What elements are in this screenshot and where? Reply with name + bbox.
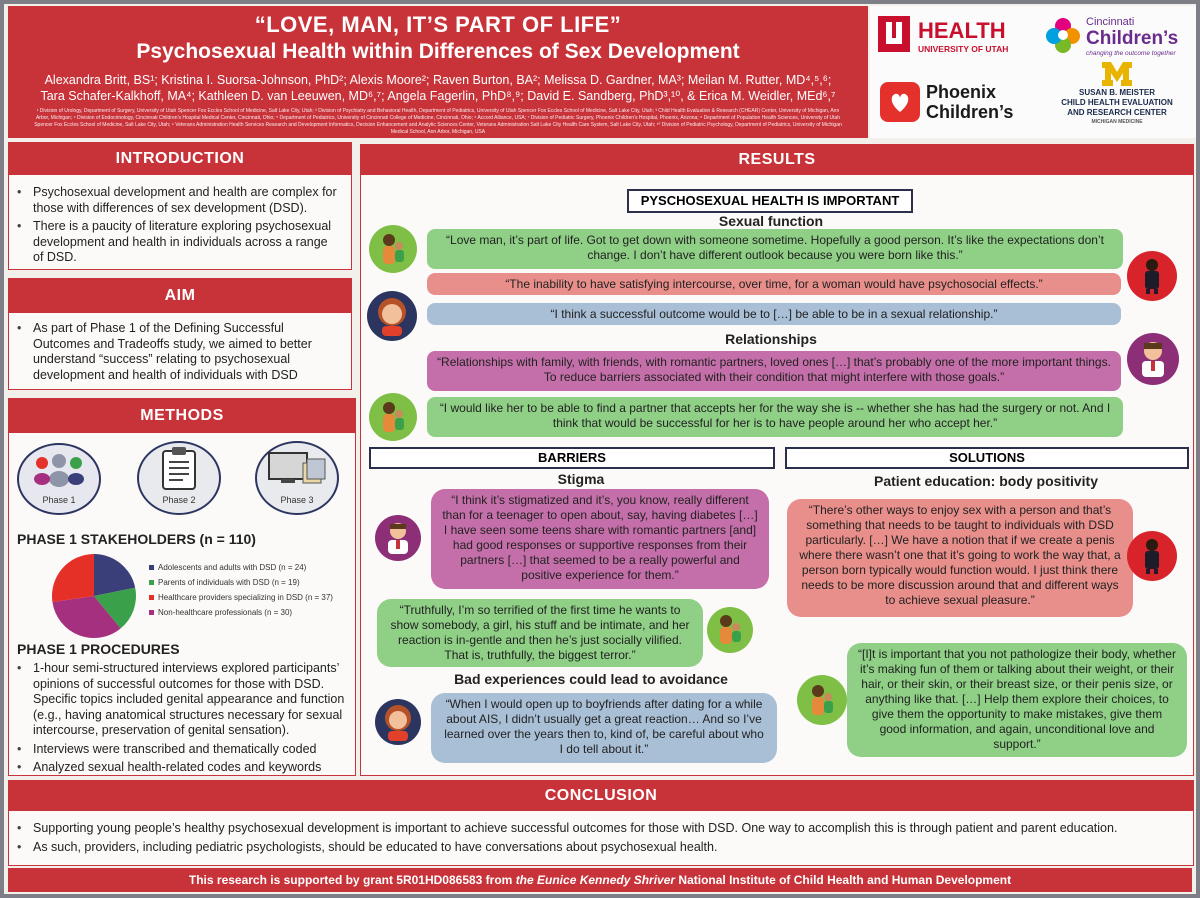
avatar-mother-child [797,675,847,725]
aim-section [8,278,352,390]
list-item: • As part of Phase 1 of the Defining Successful Outcomes and Tradeoffs study, we aimed to better understand “success” relating to psychosexual development and health of individuals with DSD [9,321,337,383]
relationships-heading: Relationships [725,331,817,347]
legend-label: Adolescents and adults with DSD (n = 24) [158,563,307,572]
stakeholders-pie-chart [49,551,139,641]
michigan-m-icon [1102,60,1132,86]
list-item: • Psychosexual development and health are complex for those with differences of sex development (DSD). [9,185,337,216]
quote-solution-1: “There’s other ways to enjoy sex with a person and that’s something that needs to be taught to individuals with DSD particularly. […] We have a notion that if we create a penis where there wasn’t one that it’s going to work the way that, a person born typically would function would. I just think there needs to be more discussion around that and different ways to achieve sexual pleasure.” [787,499,1133,617]
businesswoman-icon [1140,258,1164,294]
phoenix-text-1: Phoenix [926,82,997,102]
aim-list [9,321,337,383]
introduction-section [8,142,352,270]
legend-label: Parents of individuals with DSD (n = 19) [158,578,300,587]
important-heading: PYSCHOSEXUAL HEALTH IS IMPORTANT [627,189,913,213]
introduction-heading: INTRODUCTION [9,143,351,175]
poster-subtitle: Psychosexual Health within Differences of Sex Development [136,40,740,63]
results-section [360,144,1194,776]
aim-heading: AIM [9,279,351,313]
doctor-icon [383,520,413,556]
footer-text-c: National Institute of Child Health and Human Development [675,873,1012,887]
businesswoman-icon [1140,538,1164,574]
quote-sexual-function-1: “Love man, it’s part of life. Got to get down with someone sometime. Hopefully a good person. It’s like the expectations don’t change. I don’t have different outlook because you were born like this.” [427,229,1123,269]
cincinnati-childrens-logo [1044,12,1194,58]
avatar-mother-child [369,393,417,441]
legend-swatch [149,580,154,585]
young-woman-icon [374,296,410,336]
quote-sexual-function-3: “I think a successful outcome would be to […] be able to be in a sexual relationship.” [427,303,1121,325]
footer-text-a: This research is supported by grant 5R01HD086583 from [188,873,516,887]
quote-relationships-1: “Relationships with family, with friends, with romantic partners, loved ones […] that’s probably one of the more important things. To reduce barriers associated with their condition that might interfere with those goals.” [427,351,1121,391]
sexual-function-heading: Sexual function [718,213,824,229]
procedures-list [9,661,345,779]
footer-text-b: the Eunice Kennedy Shriver [515,873,676,887]
mother-child-icon [378,400,408,434]
legend-label: Healthcare providers specializing in DSD (n = 37) [158,593,333,602]
mother-child-icon [378,232,408,266]
utah-health-logo [876,14,1026,58]
results-heading: RESULTS [361,145,1193,175]
legend-item [149,578,333,587]
avatar-doctor [1127,333,1179,385]
phase-3-icon [255,441,339,515]
pie-slice [52,554,94,602]
phase-1-icon [17,443,101,515]
michigan-text-3: AND RESEARCH CENTER [1067,108,1167,117]
cincinnati-small-text: Cincinnati [1086,16,1135,28]
bad-experiences-heading: Bad experiences could lead to avoidance [454,671,728,687]
poster-title: “LOVE, MAN, IT’S PART OF LIFE” [254,12,622,37]
barriers-heading: BARRIERS [369,447,775,469]
michigan-text-4: MICHIGAN MEDICINE [1091,119,1143,125]
quote-solution-2: “[I]t is important that you not pathologize their body, whether it’s making fun of them or talking about their weight, or their hair, or their skin, or their breast size, or their penis size, or anything like that. […] Help them explore their choices, to give them the opportunity to make mistakes, give them good information, and again, unconditional love and support.” [847,643,1187,757]
authors [28,72,848,104]
phase-3-label: Phase 3 [280,495,314,505]
michigan-text-1: SUSAN B. MEISTER [1078,88,1155,97]
methods-heading: METHODS [9,399,355,433]
avatar-provider-woman [1127,531,1177,581]
list-item: • 1-hour semi-structured interviews explored participants’ opinions of successful outcomes for those with DSD. Specific topics included genital appearance and function (e.g., having anatomical structures necessary for sexual intercourse, preservation of genital sensation). [9,661,345,739]
cincinnati-main-text: Children’s [1086,28,1179,49]
mother-child-icon [807,683,837,717]
list-item: • Analyzed sexual health-related codes and keywords [9,760,345,776]
utah-u-icon [876,14,912,54]
utah-health-text: HEALTH [918,18,1006,43]
conclusion-section [8,780,1194,866]
utah-university-text: UNIVERSITY OF UTAH [918,44,1009,54]
legend-swatch [149,610,154,615]
quote-stigma-1: “I think it’s stigmatized and it’s, you know, really different than for a teenager to open about, say, having diabetes […] I have seen some teens share with romantic partners [and] had good responses or supportive responses from their partners […] that seemed to be a really powerful and positive experience for them.” [431,489,769,589]
pie-legend [149,563,333,623]
avatar-mother-child [369,225,417,273]
avatar-doctor [375,515,421,561]
conclusion-heading: CONCLUSION [9,781,1193,811]
legend-item [149,563,333,572]
michigan-text-2: CHILD HEALTH EVALUATION [1061,98,1173,107]
patient-education-heading: Patient education: body positivity [873,473,1099,489]
stakeholders-heading: PHASE 1 STAKEHOLDERS (n = 110) [17,531,256,547]
methods-section [8,398,356,776]
legend-swatch [149,565,154,570]
poster-header [8,6,868,138]
quote-sexual-function-2: “The inability to have satisfying intercourse, over time, for a woman would have psychosocial effects.” [427,273,1121,295]
phoenix-text-2: Children’s [926,102,1014,122]
funding-footer [8,868,1192,892]
avatar-mother-child [707,607,753,653]
cincinnati-flower-icon [1044,16,1082,54]
phoenix-childrens-logo [880,78,1030,128]
quote-bad-experience: “When I would open up to boyfriends after dating for a while about AIS, I didn’t usually get a great reaction… And so I’ve learned over the years then to, kind of, be careful about who I do tell about it.” [431,693,777,763]
phase-1-label: Phase 1 [42,495,76,505]
affiliations: ¹ Division of Urology, Department of Surgery, University of Utah Spencer Fox Eccles School of Medicine, Salt Lake City, Utah; ² Division of Psychiatry and Behavioral Health, Department of Pediatrics, University of Utah Spencer Fox Eccles School of Medicine, Salt Lake City, Utah; ³ Child Health Evaluation & Research (CHEAR) Center, University of Michigan, Ann Arbor, Michigan; ⁴ Division of Endocrinology, Cincinnati Children’s Hospital Medical Center, Cincinnati, Ohio; ⁵ Department of Pediatrics, University of Cincinnati College of Medicine, Cincinnati, Ohio; ⁶ Accord Alliance, USA; ⁷ Division of Pediatric Surgery, Phoenix Children’s Hospital, Phoenix, Arizona; ⁸ Department of Population Health Sciences, University of Utah Spencer Fox Eccles School of Medicine, Salt Lake City, Utah; ⁹ Veterans Administration Health Services Research and Development Informatics, Decision Enhancement and Analytic Sciences Center, Veterans Administration Salt Lake City Health Care System, Salt Lake City, Utah; ¹⁰ Division of Pediatric Psychology, Department of Pediatrics, University of Michigan Medical School, Ann Arbor, Michigan, USA [34,108,842,135]
people-group-icon [26,453,92,487]
young-woman-icon [381,703,415,741]
computer-documents-icon [267,449,327,489]
procedures-heading: PHASE 1 PROCEDURES [17,641,180,657]
quote-relationships-2: “I would like her to be able to find a partner that accepts her for the way she is -- whether she has had the surgery or not. And I think that would be successful for her is to have people around her who accept her.” [427,397,1123,437]
legend-label: Non-healthcare professionals (n = 30) [158,608,293,617]
quote-stigma-2: “Truthfully, I’m so terrified of the first time he wants to show somebody, a girl, his stuff and be intimate, and her reaction is in-gentle and then he’s just socially vilified. That is, truthfully, the biggest terror.” [377,599,703,667]
phoenix-hand-heart-icon [880,82,920,122]
avatar-young-woman [375,699,421,745]
poster [4,4,1196,894]
list-item: • As such, providers, including pediatric psychologists, should be educated to have conversations about psychosexual health. [9,840,1193,856]
cincinnati-tagline: changing the outcome together [1086,50,1176,57]
logo-panel [870,6,1196,138]
phase-2-label: Phase 2 [162,495,196,505]
authors-line-1: Alexandra Britt, BS¹; Kristina I. Suorsa-Johnson, PhD²; Alexis Moore²; Raven Burton, BA²; Melissa D. Gardner, MA³; Meilan M. Rutter, MD⁴,⁵,⁶; [44,73,832,87]
introduction-list [9,185,337,266]
conclusion-list [9,821,1193,855]
legend-item [149,593,333,602]
list-item: • Supporting young people’s healthy psychosexual development is important to achieve successful outcomes for those with DSD. One way to accomplish this is through patient and parent education. [9,821,1193,837]
authors-line-2: Tara Schafer-Kalkhoff, MA⁴; Kathleen D. van Leeuwen, MD⁶,⁷; Angela Fagerlin, PhD⁸,⁹; David E. Sandberg, PhD³,¹⁰, & Erica M. Weidler, MEd⁶,⁷ [40,89,836,103]
stigma-heading: Stigma [557,471,605,487]
mother-child-icon [716,614,744,646]
clipboard-icon [159,447,199,491]
list-item: • There is a paucity of literature exploring psychosexual development and health in individuals across a range of DSD. [9,219,337,266]
list-item: • Interviews were transcribed and thematically coded [9,742,345,758]
legend-swatch [149,595,154,600]
avatar-young-woman [367,291,417,341]
phase-2-icon [137,441,221,515]
doctor-icon [1136,339,1170,379]
avatar-provider-woman [1127,251,1177,301]
legend-item [149,608,333,617]
michigan-meister-logo [1042,60,1192,134]
solutions-heading: SOLUTIONS [785,447,1189,469]
